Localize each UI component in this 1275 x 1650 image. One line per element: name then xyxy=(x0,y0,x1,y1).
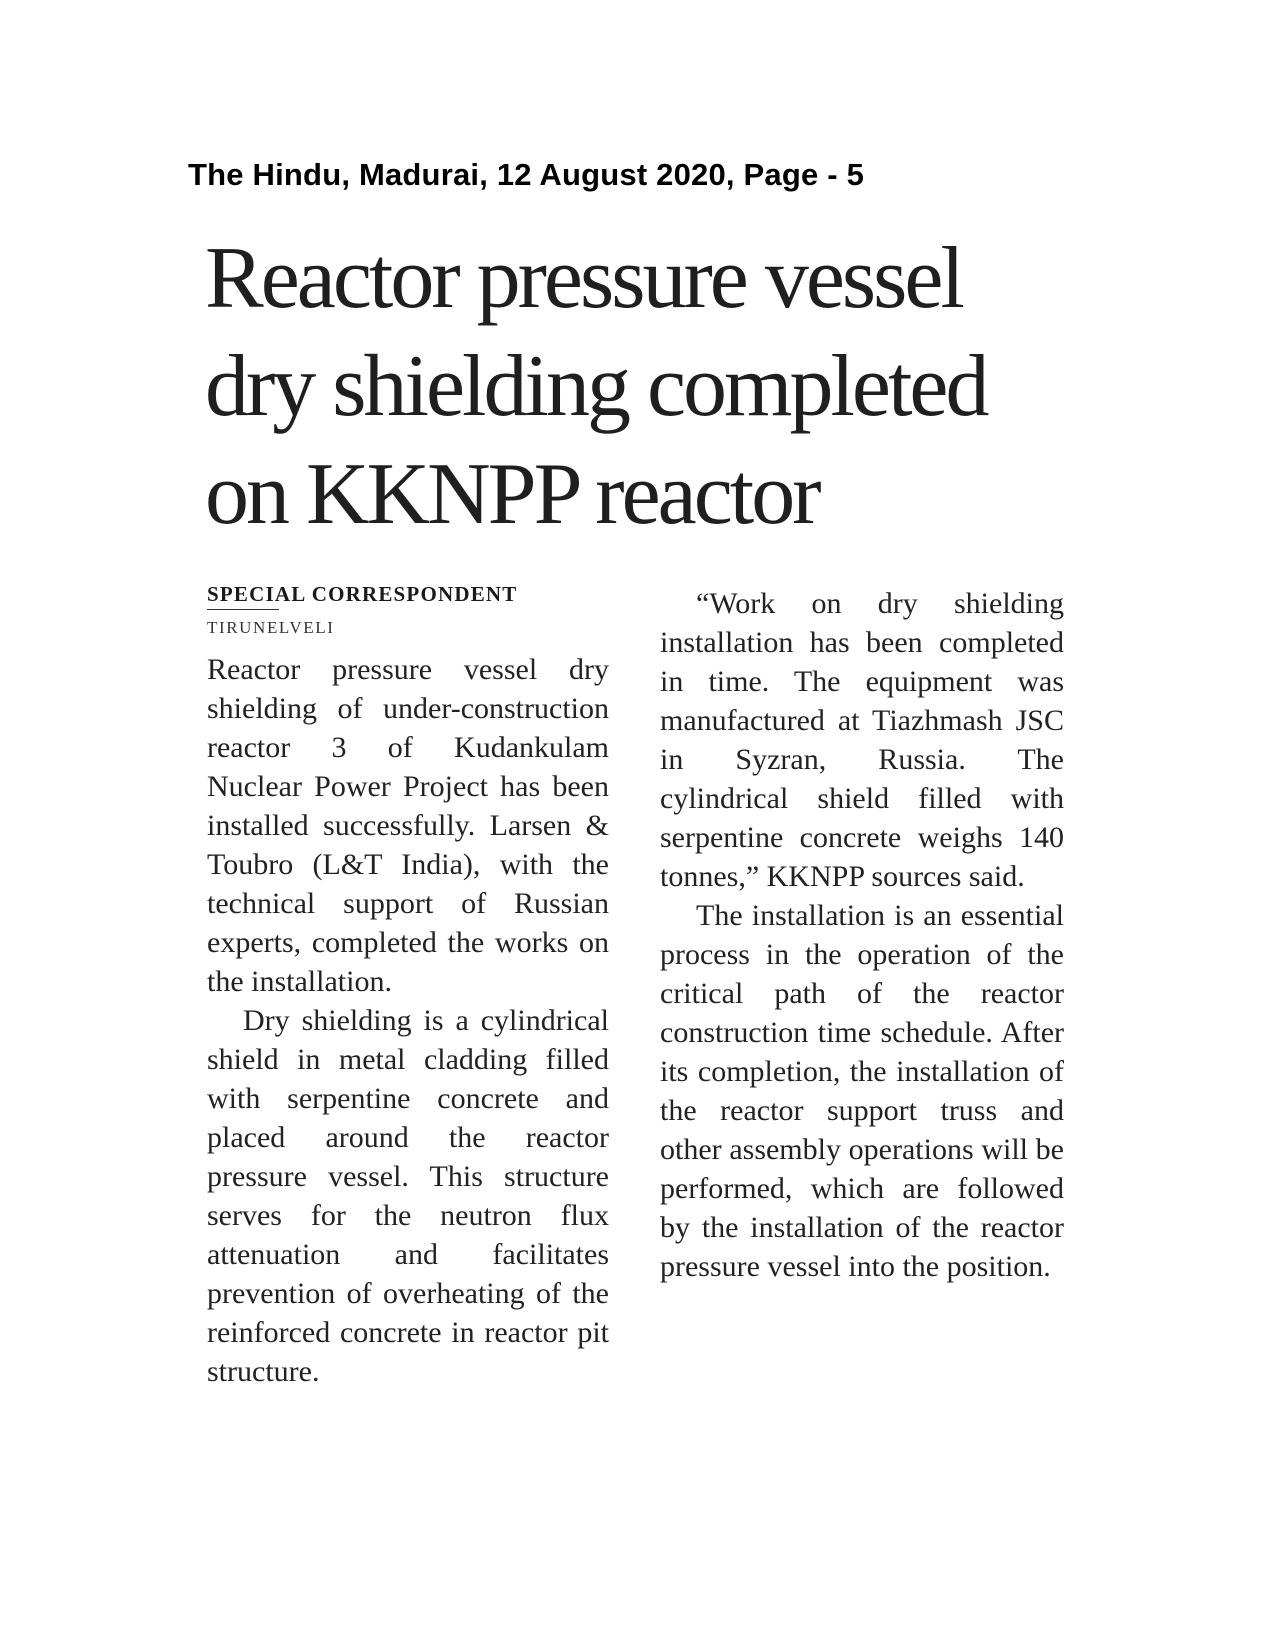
byline-rule xyxy=(207,609,279,610)
headline-line: on KKNPP reactor xyxy=(205,446,819,543)
headline xyxy=(205,225,1065,549)
byline xyxy=(207,580,609,608)
article-paragraph: Dry shielding is a cylindrical shield in metal cladding filled with serpentine concrete and placed around the reactor pressure vessel. This structure serves for the neutron flux attenuation and facilitates prevention of overheating of the reinforced concrete in reactor pit structure. xyxy=(207,1004,609,1388)
article-column-right xyxy=(660,584,1064,1286)
article-paragraph: The installation is an essential process in the operation of the critical path of the reactor construction time schedule. After its completion, the installation of the reactor support truss and other assembly operations will be performed, which are followed by the installation of the reactor pressure vessel into the position. xyxy=(660,899,1064,1283)
headline-line: dry shielding completed xyxy=(205,338,987,435)
dateline: TIRUNELVELI xyxy=(207,618,335,637)
article-paragraph: Reactor pressure vessel dry shielding of under-construction reactor 3 of Kudankulam Nuclear Power Project has been installed successfully. Larsen & Toubro (L&T India), with the technical support of Russian experts, completed the works on the installation. xyxy=(207,653,609,998)
article-paragraph: “Work on dry shielding installation has been completed in time. The equipment was manufactured at Tiazhmash JSC in Syzran, Russia. The cylindrical shield filled with serpentine concrete weighs 140 tonnes,” KKNPP sources said. xyxy=(660,587,1064,893)
byline-text: SPECIAL CORRESPONDENT xyxy=(207,582,518,606)
source-citation: The Hindu, Madurai, 12 August 2020, Page - 5 xyxy=(188,157,865,192)
headline-line: Reactor pressure vessel xyxy=(205,230,962,327)
article-column-left xyxy=(207,580,609,1391)
